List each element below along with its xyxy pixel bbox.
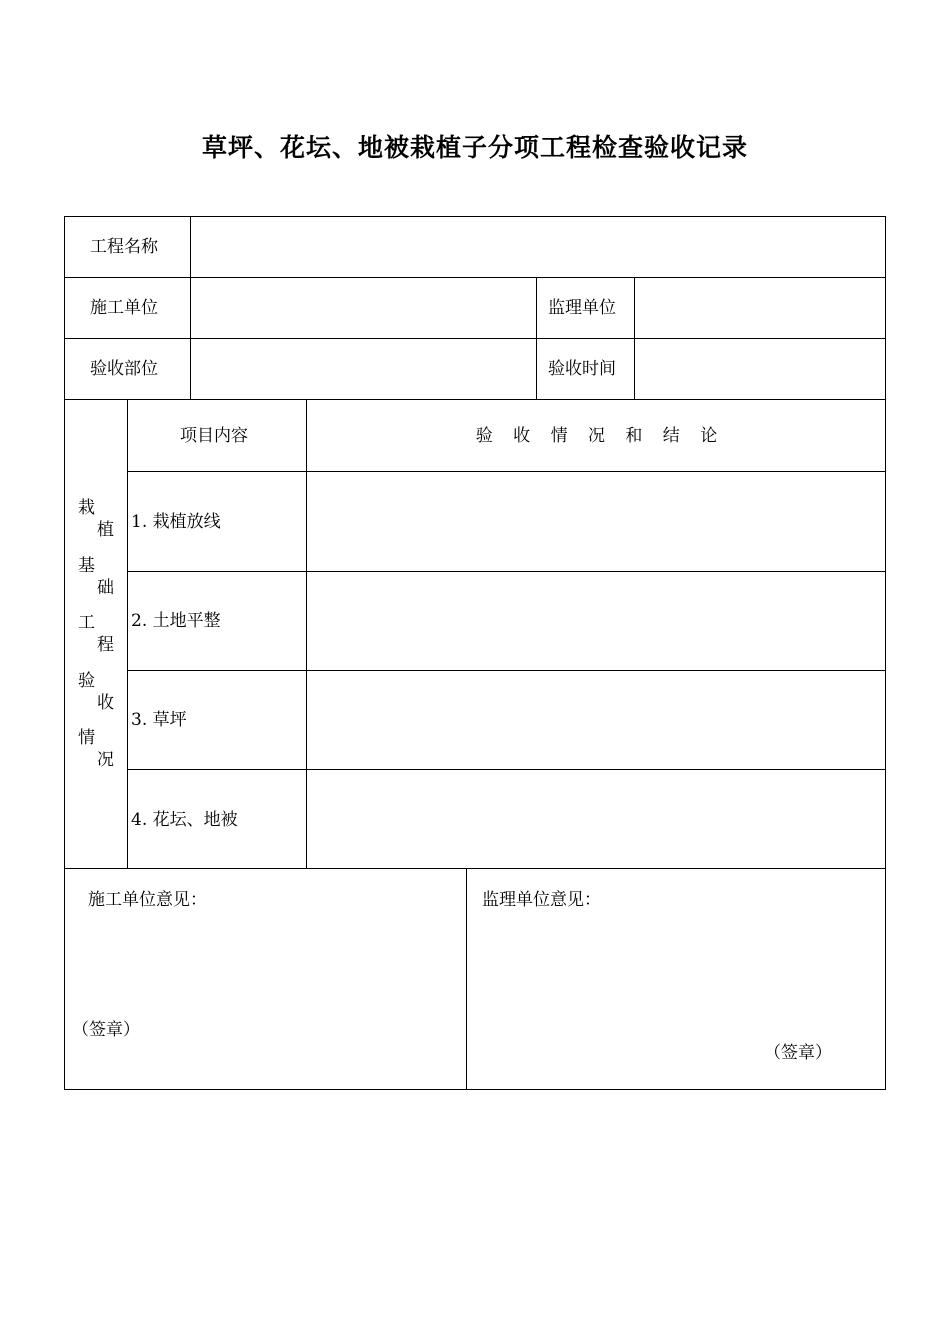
acceptance-time-label: 验收时间 [548,359,616,379]
construction-opinion-label: 施工单位意见： [88,890,207,910]
section-row-line-1 [127,571,886,572]
side-label-char: 收 [97,693,114,713]
section-row-line-2 [127,670,886,671]
item-result-field[interactable] [308,473,884,570]
section-header-line [127,471,886,472]
section-bottom-line [64,868,886,869]
item-label: 1. 栽植放线 [131,512,221,532]
item-column-header: 项目内容 [180,426,248,446]
section-col-line-2 [306,399,307,868]
construction-unit-field[interactable] [192,279,535,337]
supervision-opinion-label: 监理单位意见： [482,890,601,910]
header-col-line-2 [536,277,537,399]
section-col-line-1 [127,399,128,868]
side-label-char: 基 [78,556,95,576]
side-label-char: 验 [78,671,95,691]
section-row-line-3 [127,769,886,770]
item-label: 4. 花坛、地被 [131,810,238,830]
project-name-field[interactable] [192,218,884,276]
opinion-divider [466,868,467,1090]
section-side-label [64,399,127,868]
document-title: 草坪、花坛、地被栽植子分项工程检查验收记录 [201,133,748,162]
header-col-line-3 [634,277,635,399]
side-label-char: 程 [97,635,114,655]
frame-top [64,216,886,217]
acceptance-part-field[interactable] [192,340,535,398]
construction-unit-label: 施工单位 [90,298,158,318]
item-label: 2. 土地平整 [131,611,221,631]
result-column-header: 验 收 情 况 和 结 论 [475,426,718,446]
side-label-char: 植 [97,520,114,540]
item-result-field[interactable] [308,573,884,669]
side-label-char: 工 [78,613,95,633]
acceptance-time-field[interactable] [636,340,884,398]
frame-right [885,216,886,1090]
side-label-char: 情 [78,728,95,748]
side-label-char: 栽 [78,498,95,518]
item-result-field[interactable] [308,771,884,867]
acceptance-part-label: 验收部位 [90,359,158,379]
supervision-unit-field[interactable] [636,279,884,337]
item-label: 3. 草坪 [131,710,187,730]
construction-seal: （签章） [72,1020,140,1040]
side-label-char: 础 [97,578,114,598]
item-result-field[interactable] [308,672,884,768]
row-line-3 [64,399,886,400]
row-line-1 [64,277,886,278]
row-line-2 [64,338,886,339]
supervision-unit-label: 监理单位 [548,298,616,318]
inspection-form [64,216,886,1090]
frame-bottom [64,1089,886,1090]
supervision-seal: （签章） [764,1043,832,1063]
header-col-line-1 [190,216,191,399]
project-name-label: 工程名称 [90,237,158,257]
side-label-char: 况 [97,750,114,770]
